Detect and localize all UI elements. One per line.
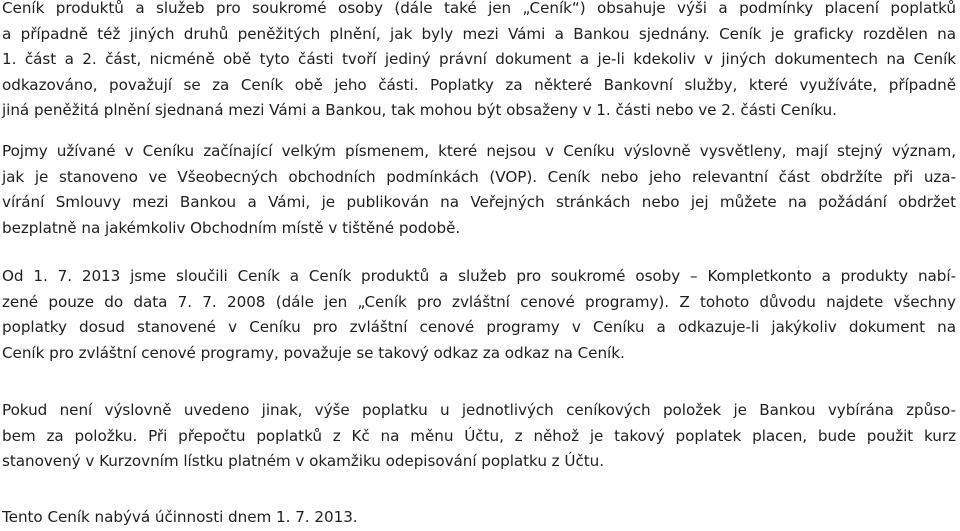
paragraph-line: Od 1. 7. 2013 jsme sloučili Ceník a Ceník produktů a služeb pro soukromé osoby – Kompletkonto a produkty nabí- — [2, 267, 956, 285]
paragraph-line: odkazováno, považují se za Ceník obě jeho části. Poplatky za některé Bankovní služby, které využíváte, případně — [2, 75, 956, 94]
paragraph-line: zené pouze do data 7. 7. 2008 (dále jen „Ceník pro zvláštní cenové programy). Z tohoto důvodu najdete všechny — [2, 292, 956, 311]
paragraph-line: Ceník pro zvláštní cenové programy, považuje se takový odkaz za odkaz na Ceník. — [2, 343, 625, 362]
paragraph-line: bezplatně na jakémkoliv Obchodním místě v tištěné podobě. — [2, 218, 461, 237]
paragraph-line: Ceník produktů a služeb pro soukromé osoby (dále také jen „Ceník“) obsahuje výši a podmínky placení poplatků — [2, 0, 956, 17]
paragraph-line: jiná peněžitá plnění sjednaná mezi Vámi a Bankou, tak mohou být obsaženy v 1. části nebo ve 2. části Ceníku. — [2, 101, 837, 119]
paragraph-line: vírání Smlouvy mezi Bankou a Vámi, je publikován na Veřejných stránkách nebo jej můžete na požádání obdržet — [2, 193, 956, 211]
terms-paragraph — [2, 139, 956, 241]
paragraph-line: bem za položku. Při přepočtu poplatků z Kč na měnu Účtu, z něhož je takový poplatek placen, bude použit kurz — [2, 426, 956, 445]
paragraph-line: stanovený v Kurzovním lístku platném v okamžiku odepisování poplatku z Účtu. — [2, 452, 605, 470]
paragraph-line: a případně též jiných druhů peněžitých plnění, jak byly mezi Vámi a Bankou sjednány. Ceník je graficky rozdělen na — [2, 24, 956, 43]
paragraph-line: Pokud není výslovně uvedeno jinak, výše poplatku u jednotlivých ceníkových položek je Bankou vybírána způso- — [2, 401, 956, 419]
paragraph-line: jak je stanoveno ve Všeobecných obchodních podmínkách (VOP). Ceník nebo jeho relevantní část obdržíte při uza- — [2, 167, 956, 186]
merge-paragraph — [2, 264, 956, 366]
paragraph-line: Tento Ceník nabývá účinnosti dnem 1. 7. 2013. — [2, 508, 358, 526]
paragraph-line: 1. část a 2. část, nicméně obě tyto části tvoří jediný právní dokument a je-li kdekoliv v jiných dokumentech na Ceník — [2, 50, 956, 68]
intro-paragraph — [2, 0, 956, 124]
paragraph-line: poplatky dosud stanovené v Ceníku pro zvláštní cenové programy v Ceníku a odkazuje-li jakýkoliv dokument na — [2, 318, 956, 336]
paragraph-line: Pojmy užívané v Ceníku začínající velkým písmenem, které nejsou v Ceníku výslovně vysvětleny, mají stejný význam, — [2, 142, 956, 160]
fees-paragraph — [2, 398, 956, 475]
